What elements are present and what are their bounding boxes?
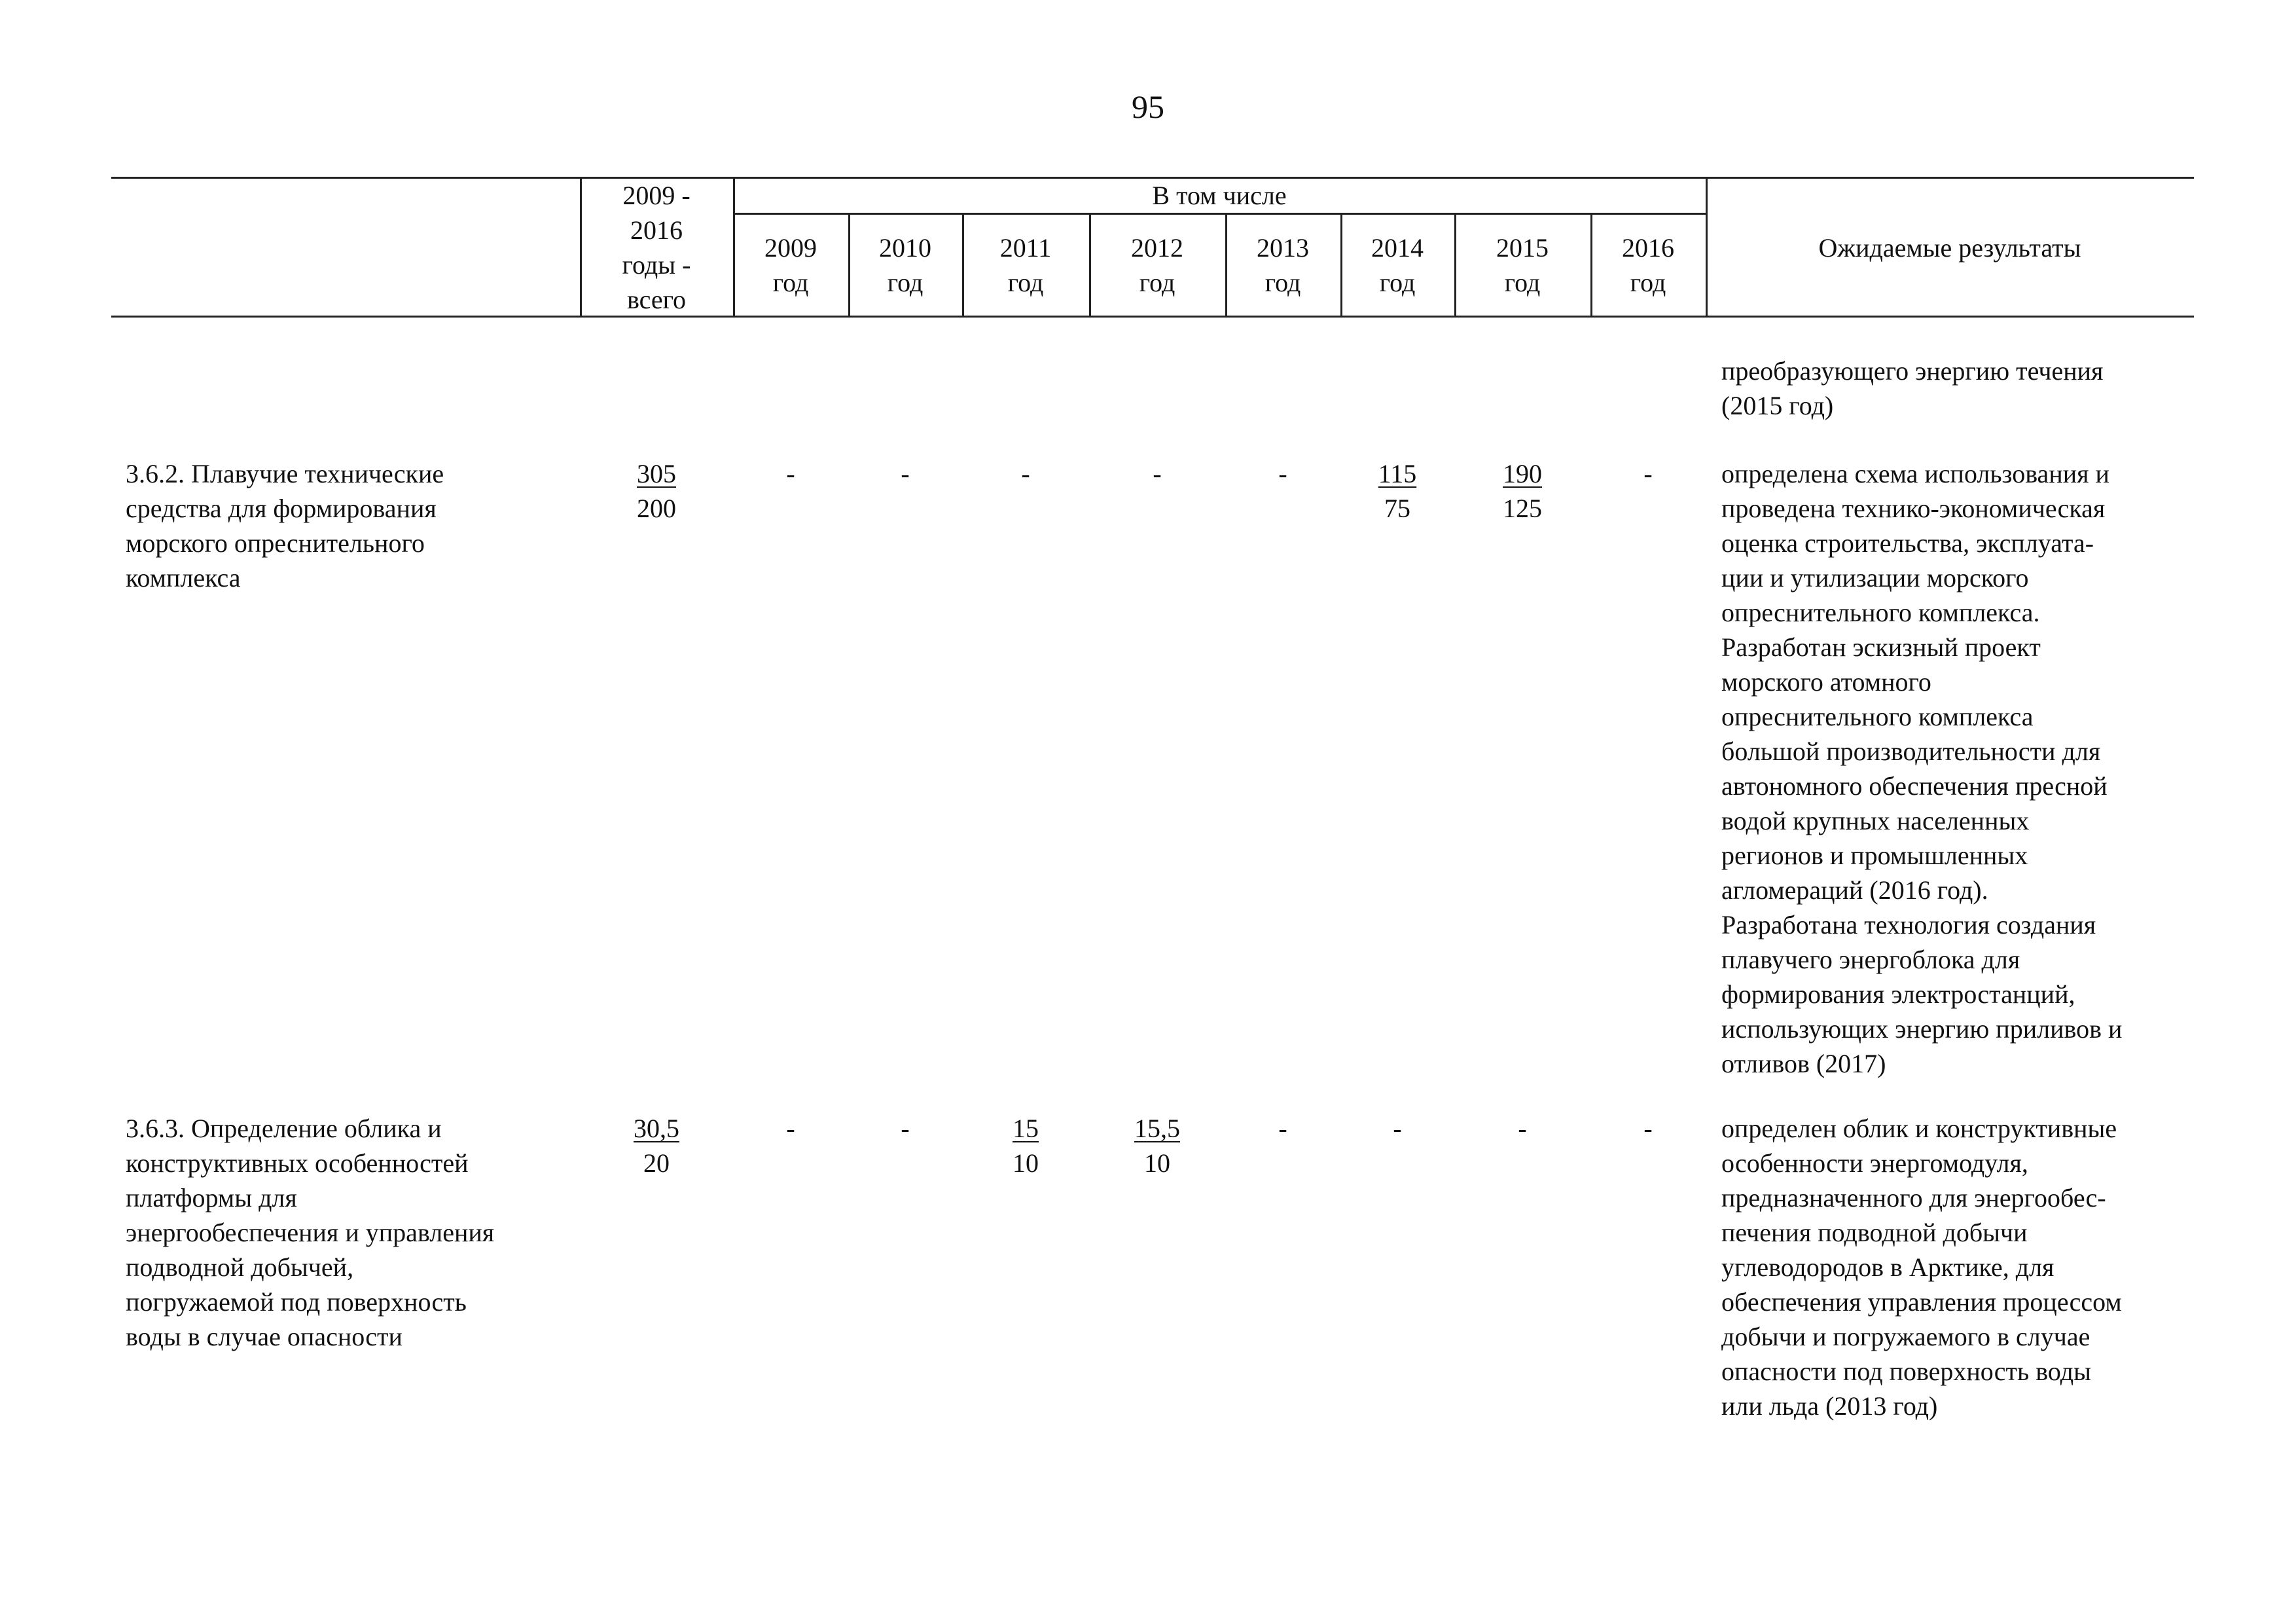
row-total: 30,5 20 [634,1114,679,1178]
row-year-value: 190 125 [1503,459,1542,523]
group-rule [733,213,1706,215]
header-total: 2009 - 2016 годы - всего [622,181,691,314]
row-year-value: - [786,1114,795,1143]
row-name: 3.6.2. Плавучие технические средства для формирования морского опреснительного комплекса [126,459,444,593]
header-results: Ожидаемые результаты [1818,233,2081,263]
row-result: определен облик и конструктивные особенности энергомодуля, предназначенного для энергообес- печения подводной добычи углеводородов в Арктике, для обеспечения управления процессом добычи и погружаемого в случае опасности под поверхность воды или льда (2013 год) [1721,1114,2122,1421]
row-year-value: - [786,459,795,488]
row-year-value: - [901,459,910,488]
row-year-value: 15,5 10 [1134,1114,1180,1178]
row-year-value: - [1153,459,1162,488]
row-year-value: - [901,1114,910,1143]
row-result: определена схема использования и проведена технико-экономическая оценка строительства, эксплуата- ции и утилизации морского опреснительного комплекса. Разработан эскизный проект морского атомного опреснительного комплекса большой производительности для автономного обеспечения пресной водой крупных населенных регионов и промышленных агломераций (2016 год). Разработана технология создания плавучего энергоблока для формирования электростанций, использующих энергию приливов и отливов (2017) [1721,459,2123,1078]
row-year-value: - [1278,459,1287,488]
page-number: 95 [1132,88,1164,125]
row-year-value: 115 75 [1378,459,1417,523]
header-year: 2016 год [1622,233,1674,297]
row-year-value: - [1278,1114,1287,1143]
row-year-value: - [1518,1114,1527,1143]
row-year-value: 15 10 [1013,1114,1039,1178]
row-year-value: - [1021,459,1030,488]
header-group: В том числе [1152,181,1287,210]
row-year-value: - [1643,459,1653,488]
row-year-value: - [1643,1114,1653,1143]
header-bottom-rule [111,316,2194,318]
header-year: 2013 год [1257,233,1309,297]
header-year: 2011 год [999,233,1052,297]
header-year: 2015 год [1496,233,1549,297]
header-year: 2010 год [879,233,931,297]
header-year: 2014 год [1371,233,1424,297]
header-year: 2012 год [1131,233,1183,297]
header-year: 2009 год [764,233,817,297]
carryover-result: преобразующего энергию течения (2015 год) [1721,356,2104,420]
row-year-value: - [1393,1114,1402,1143]
row-name: 3.6.3. Определение облика и конструктивных особенностей платформы для энергообеспечения и управления подводной добычей, погружаемой под поверхность воды в случае опасности [126,1114,495,1351]
row-total: 305 200 [637,459,676,523]
